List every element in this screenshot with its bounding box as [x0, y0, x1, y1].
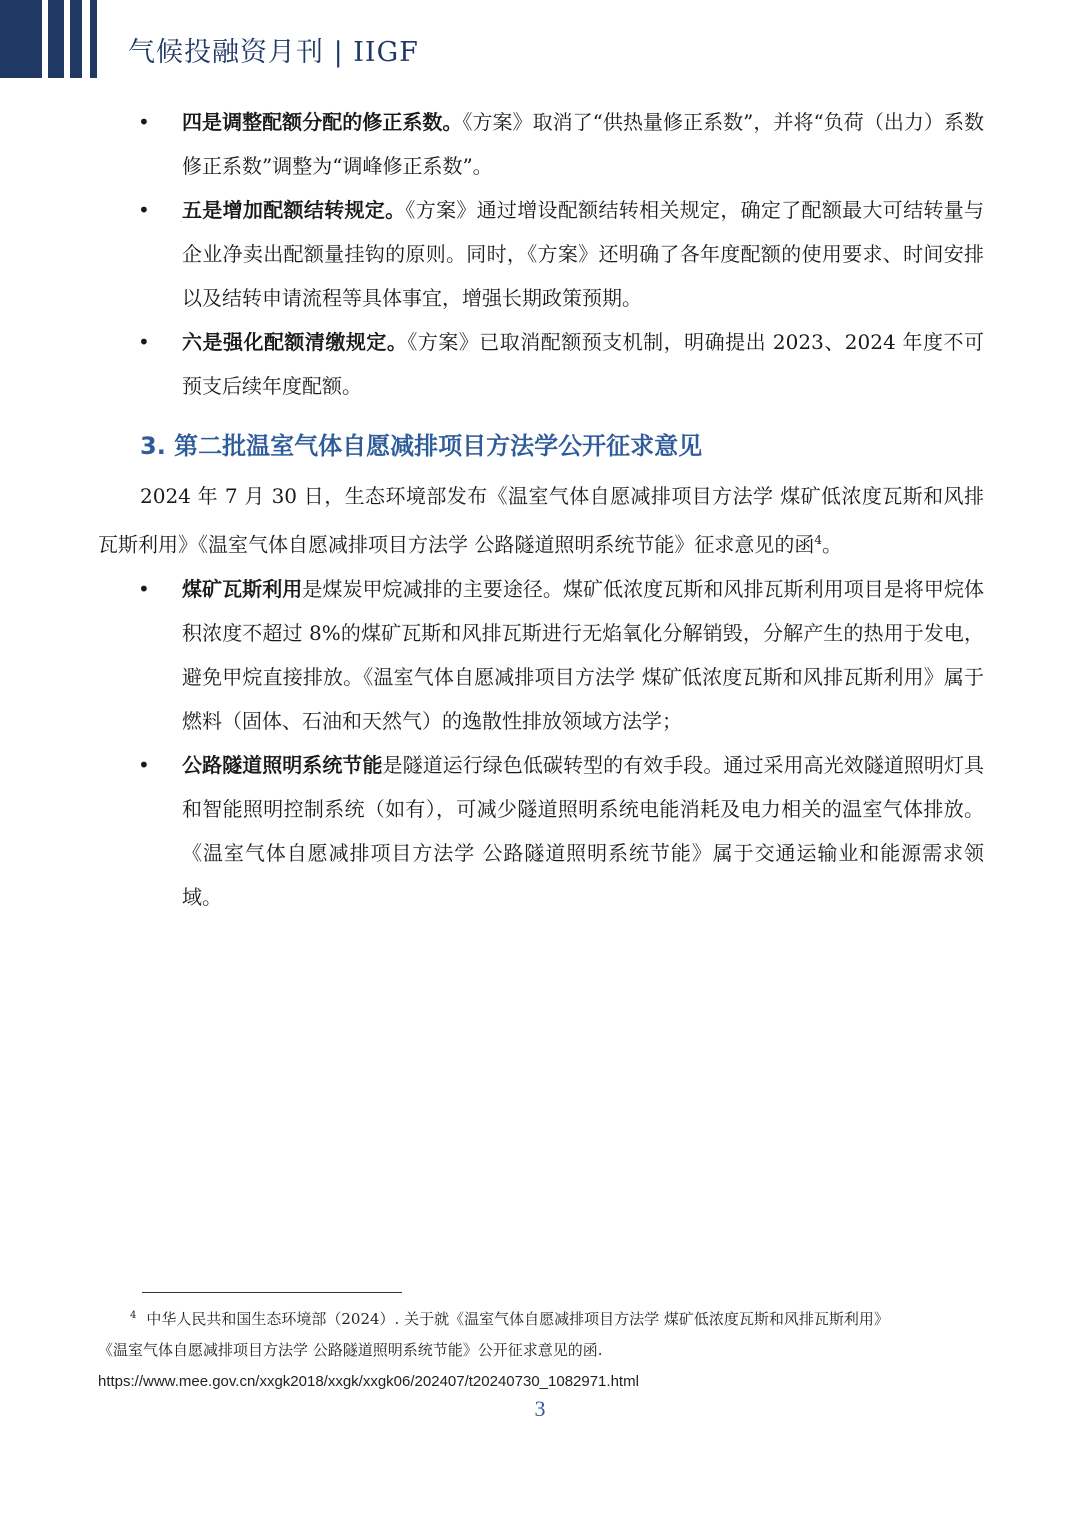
footnote-line: 《温室气体自愿减排项目方法学 公路隧道照明系统节能》公开征求意见的函.	[98, 1341, 603, 1359]
bullet-icon: •	[138, 752, 150, 777]
item-text: 是隧道运行绿色低碳转型的有效手段。通过采用高光效隧道照明灯具和智能照明控制系统（如有），可减少隧道照明系统电能消耗及电力相关的温室气体排放。《温室气体自愿减排项目方法学 公路隧道照明系统节能》属于交通运输业和能源需求领域。	[182, 752, 985, 909]
bullet-icon: •	[138, 330, 150, 354]
page-header	[0, 0, 1080, 80]
list-item	[98, 743, 984, 919]
main-content	[98, 100, 984, 919]
item-lead: 六是强化配额清缴规定。	[182, 330, 408, 354]
bullet-icon: •	[138, 110, 150, 134]
footnote-url-link[interactable]: https://www.mee.gov.cn/xxgk2018/xxgk/xxgk06/202407/t20240730_1082971.html	[98, 1373, 639, 1390]
item-lead: 公路隧道照明系统节能	[182, 752, 383, 777]
page-number: 3	[534, 1396, 546, 1421]
item-text: 《方案》取消了“供热量修正系数”，并将“负荷（出力）系数修正系数”调整为“调峰修正系数”。	[182, 110, 984, 178]
footnote-divider	[142, 1292, 402, 1293]
header-bar	[48, 0, 64, 78]
item-text: 是煤炭甲烷减排的主要途径。煤矿低浓度瓦斯和风排瓦斯利用项目是将甲烷体积浓度不超过 8%的煤矿瓦斯和风排瓦斯进行无焰氧化分解销毁，分解产生的热用于发电，避免甲烷直接排放。《温室气体自愿减排项目方法学 煤矿低浓度瓦斯和风排瓦斯利用》属于燃料（固体、石油和天然气）的逸散性排放领域方法学；	[182, 576, 985, 733]
bullet-icon: •	[138, 576, 150, 601]
footnote-mark: 4	[130, 1310, 137, 1321]
intro-text: 2024 年 7 月 30 日，生态环境部发布《温室气体自愿减排项目方法学 煤矿低浓度瓦斯和风排瓦斯利用》《温室气体自愿减排项目方法学 公路隧道照明系统节能》征求意见的函	[98, 484, 984, 557]
list-item	[98, 320, 984, 408]
item-text: 《方案》通过增设配额结转相关规定，确定了配额最大可结转量与企业净卖出配额量挂钩的原则。同时，《方案》还明确了各年度配额的使用要求、时间安排以及结转申请流程等具体事宜，增强长期政策预期。	[182, 198, 985, 310]
footnote-ref[interactable]: 4	[814, 533, 822, 547]
header-bar	[90, 0, 97, 78]
header-bar	[70, 0, 82, 78]
item-lead: 四是调整配额分配的修正系数。	[182, 110, 463, 134]
footnote	[98, 1300, 978, 1397]
section-intro	[98, 474, 984, 567]
header-title: 气候投融资月刊 | IIGF	[128, 37, 419, 68]
list-item	[98, 567, 984, 743]
bullet-icon: •	[138, 198, 150, 222]
footnote-line: 中华人民共和国生态环境部（2024）. 关于就《温室气体自愿减排项目方法学 煤矿低浓度瓦斯和风排瓦斯利用》	[146, 1310, 889, 1328]
section-heading: 3. 第二批温室气体自愿减排项目方法学公开征求意见	[140, 432, 703, 460]
item-text: 《方案》已取消配额预支机制，明确提出 2023、2024 年度不可预支后续年度配额。	[182, 330, 984, 398]
list-item	[98, 188, 984, 320]
item-lead: 五是增加配额结转规定。	[182, 198, 406, 222]
header-bar	[0, 0, 42, 78]
item-lead: 煤矿瓦斯利用	[182, 576, 303, 601]
intro-end: 。	[822, 532, 842, 557]
list-item	[98, 100, 984, 188]
